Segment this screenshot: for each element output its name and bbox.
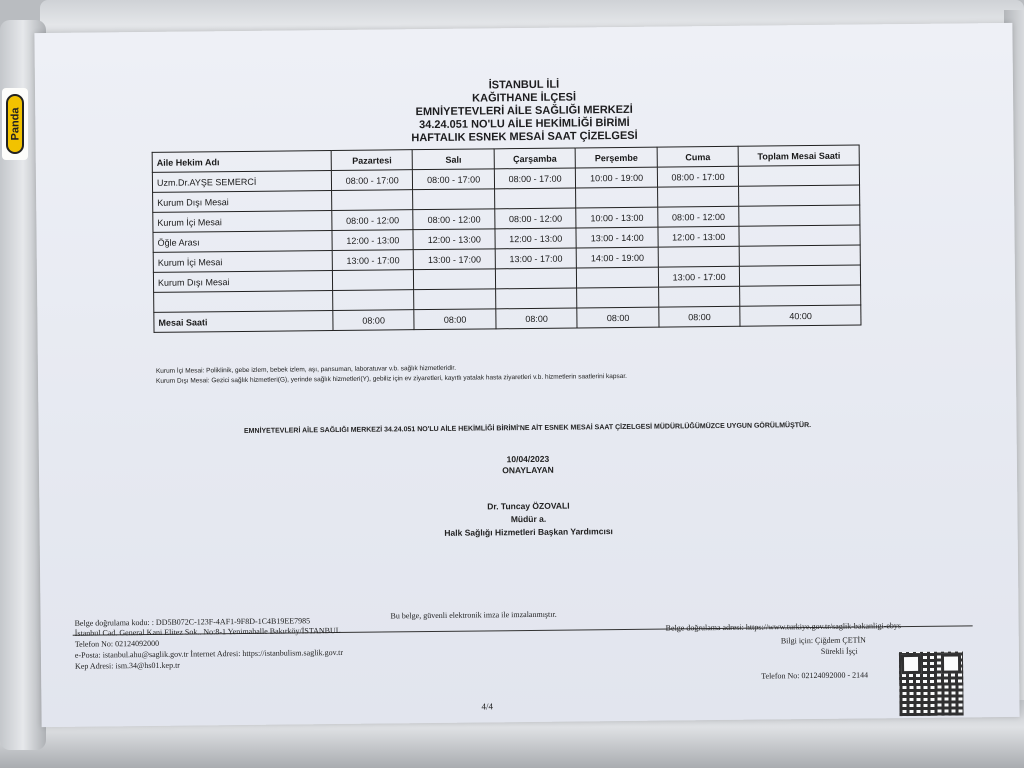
- table-cell: 08:00 - 12:00: [495, 208, 577, 229]
- table-cell: 08:00: [496, 308, 578, 329]
- table-cell: 13:00 - 17:00: [414, 249, 496, 270]
- table-cell: 10:00 - 19:00: [576, 167, 658, 188]
- approver-name: Dr. Tuncay ÖZOVALI: [487, 500, 570, 512]
- table-cell: [413, 189, 495, 210]
- esign-note: Bu belge, güvenli elektronik imza ile imzalanmıştır.: [390, 609, 557, 621]
- table-cell: [414, 269, 496, 290]
- schedule-table: [152, 145, 862, 333]
- note-external: Kurum Dışı Mesai: Gezici sağlık hizmetleri(G), yerinde sağlık hizmetleri(Y), gebiliz için ev ziyaretleri, kayıtlı yatalak hasta ziyaretleri v.b. hizmetlerin saatlerini kapsar.: [156, 372, 627, 385]
- approval-date: 10/04/2023: [506, 453, 550, 465]
- table-cell: [577, 267, 659, 288]
- table-cell: [739, 165, 860, 186]
- table-cell: [332, 190, 414, 211]
- table-cell: [657, 186, 739, 207]
- table-cell: [739, 185, 860, 206]
- table-cell: [496, 288, 578, 309]
- col-header-physician: Aile Hekim Adı: [152, 151, 331, 173]
- table-cell: [740, 285, 861, 306]
- table-cell: [740, 245, 861, 266]
- col-header-friday: Cuma: [657, 146, 739, 167]
- qr-code-icon: [899, 651, 964, 716]
- table-cell: 13:00 - 17:00: [495, 248, 577, 269]
- table-cell: 08:00: [577, 307, 659, 328]
- panda-logo-icon: Panda: [6, 94, 24, 154]
- table-cell: 13:00 - 17:00: [658, 266, 740, 287]
- table-cell: 08:00: [659, 306, 741, 327]
- row-label: Kurum İçi Mesai: [153, 251, 332, 273]
- table-cell: 08:00 - 12:00: [413, 209, 495, 230]
- table-cell: [740, 265, 861, 286]
- table-cell: [332, 270, 414, 291]
- approver-title: Halk Sağlığı Hizmetleri Başkan Yardımcısı: [444, 526, 613, 538]
- table-cell: [739, 225, 860, 246]
- header-center: EMNİYETEVLERİ AİLE SAĞLIĞI MERKEZİ: [415, 103, 633, 119]
- row-label: [154, 291, 333, 313]
- header-district: KAĞITHANE İLÇESİ: [472, 91, 577, 105]
- header-unit: 34.24.051 NO'LU AİLE HEKİMLİĞİ BİRİMİ: [418, 116, 630, 132]
- document-page: [34, 23, 1019, 727]
- row-label: Kurum Dışı Mesai: [153, 191, 332, 213]
- table-cell: 12:00 - 13:00: [658, 226, 740, 247]
- table-cell: [494, 188, 576, 209]
- table-cell: 08:00 - 17:00: [331, 170, 413, 191]
- header-province: İSTANBUL İLİ: [488, 78, 560, 92]
- table-cell: 08:00 - 12:00: [332, 210, 414, 231]
- footer-email: e-Posta: istanbul.ahu@saglik.gov.tr İnternet Adresi: https://istanbulism.saglik.gov.tr: [74, 647, 344, 660]
- approver-role: Müdür a.: [510, 513, 547, 525]
- table-cell: 12:00 - 13:00: [332, 230, 414, 251]
- col-header-tuesday: Salı: [413, 149, 495, 170]
- page-number: 4/4: [481, 701, 494, 712]
- verify-code: Belge doğrulama kodu: : DD5B072C-123F-4AF1-9F8D-1C4B19EE7985: [74, 616, 311, 628]
- table-cell: [739, 205, 860, 226]
- row-label: Kurum İçi Mesai: [153, 211, 332, 233]
- approver-label: ONAYLAYAN: [502, 464, 554, 476]
- table-cell: [658, 286, 740, 307]
- row-label: Kurum Dışı Mesai: [153, 271, 332, 293]
- table-cell: 08:00: [414, 309, 496, 330]
- table-cell: 08:00 - 12:00: [658, 206, 740, 227]
- footer-kep: Kep Adresi: ism.34@hs01.kep.tr: [74, 660, 180, 671]
- col-header-monday: Pazartesi: [331, 150, 413, 171]
- table-cell: 13:00 - 17:00: [332, 250, 414, 271]
- row-label: Uzm.Dr.AYŞE SEMERCİ: [152, 171, 331, 193]
- table-cell: 08:00: [333, 310, 415, 331]
- header-title: HAFTALIK ESNEK MESAİ SAAT ÇİZELGESİ: [411, 129, 638, 145]
- row-label: Öğle Arası: [153, 231, 332, 253]
- table-cell: [495, 268, 577, 289]
- table-cell: [577, 287, 659, 308]
- col-header-wednesday: Çarşamba: [494, 148, 576, 169]
- table-cell: 08:00 - 17:00: [494, 168, 576, 189]
- col-header-total: Toplam Mesai Saati: [738, 145, 859, 166]
- table-cell: [576, 187, 658, 208]
- table-cell: 08:00 - 17:00: [657, 166, 739, 187]
- table-cell: [414, 289, 496, 310]
- info-role: Sürekli İşçi: [820, 646, 858, 656]
- table-cell: [658, 246, 740, 267]
- info-phone: Telefon No: 02124092000 - 2144: [761, 670, 869, 681]
- verify-address: Belge doğrulama adresi: https://www.turkiye.gov.tr/saglik-bakanligi-ebys: [665, 621, 902, 633]
- col-header-thursday: Perşembe: [576, 147, 658, 168]
- table-cell: [333, 290, 415, 311]
- table-cell: 10:00 - 13:00: [576, 207, 658, 228]
- total-label: Mesai Saati: [154, 311, 333, 333]
- footer-address: İstanbul Cad. General Kani Elitez Sok.. No:8-1 Yenimahalle Bakırköy/İSTANBUL: [74, 625, 341, 638]
- approval-statement: EMNİYETEVLERİ AİLE SAĞLIĞI MERKEZİ 34.24.051 NO'LU AİLE HEKİMLİĞİ BİRİMİ'NE AİT ESNEK MESAİ SAAT ÇİZELGESİ MÜDÜRLÜĞÜMÜZCE UYGUN GÖRÜLMÜŞTÜR.: [243, 422, 812, 435]
- table-cell: 08:00 - 17:00: [413, 169, 495, 190]
- brand-sticker: [2, 88, 28, 160]
- info-contact: Bilgi için: Çiğdem ÇETİN: [780, 635, 866, 646]
- table-cell: 12:00 - 13:00: [413, 229, 495, 250]
- table-cell: 40:00: [740, 305, 861, 326]
- table-cell: 14:00 - 19:00: [577, 247, 659, 268]
- note-internal: Kurum İçi Mesai: Poliklinik, gebe izlem, bebek izlem, aşı, pansuman, laboratuvar v.b. sağlık hizmetleridir.: [155, 364, 457, 375]
- table-cell: 13:00 - 14:00: [576, 227, 658, 248]
- footer-phone: Telefon No: 02124092000: [74, 638, 160, 649]
- table-cell: 12:00 - 13:00: [495, 228, 577, 249]
